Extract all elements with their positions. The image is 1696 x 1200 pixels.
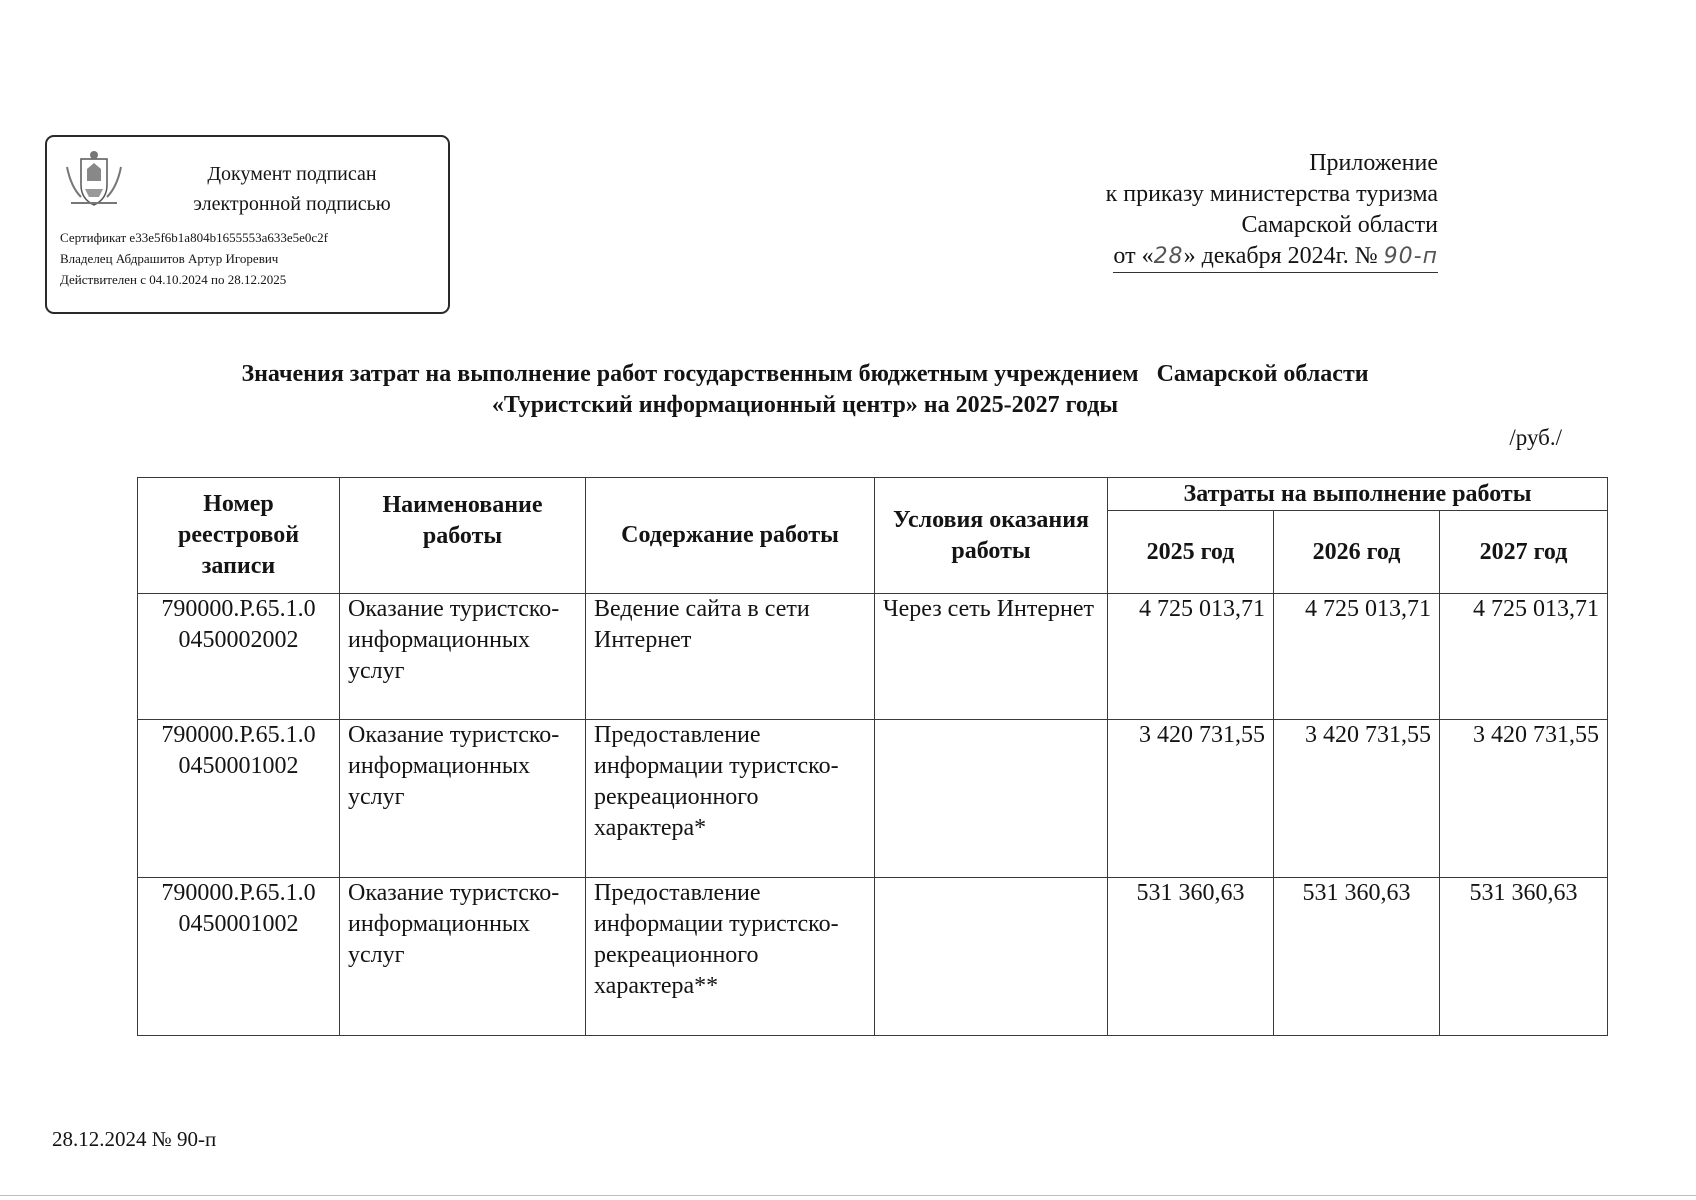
document-heading [110,359,1500,421]
header-work-name: Наименование работы [340,478,586,594]
annex-block [1106,148,1438,273]
header-year-2025: 2025 год [1108,511,1274,594]
annex-number-handwritten: 90-п [1383,244,1438,269]
cell-work-name: Оказание туристско-информационных услуг [340,878,586,1036]
stamp-certificate: Сертификат e33e5f6b1a804b1655553a633e5e0c2f [60,230,328,245]
header-work-content: Содержание работы [586,478,875,594]
costs-table [137,477,1608,1036]
cell-work-content: Ведение сайта в сети Интернет [586,594,875,720]
cell-cost-2025: 531 360,63 [1108,878,1274,1036]
cell-registry-number [138,594,340,720]
stamp-title-line2: электронной подписью [193,193,391,215]
coat-of-arms-icon [61,147,127,213]
cell-cost-2025: 4 725 013,71 [1108,594,1274,720]
cell-cost-2027: 3 420 731,55 [1440,720,1608,878]
annex-date-line [1113,241,1438,273]
cell-work-name: Оказание туристско-информационных услуг [340,720,586,878]
header-costs-group: Затраты на выполнение работы [1108,478,1608,511]
header-registry-number: Номер реестровой записи [138,478,340,594]
cell-work-content: Предоставление информации туристско-рекреационного характера** [586,878,875,1036]
annex-date-prefix: от « [1113,243,1154,269]
cell-cost-2026: 531 360,63 [1274,878,1440,1036]
page-bottom-rule [0,1195,1696,1196]
registry-code-line2: 0450001002 [178,911,299,937]
registry-code-line2: 0450001002 [178,753,299,779]
registry-code-line1: 790000.Р.65.1.0 [161,722,316,748]
cell-registry-number [138,878,340,1036]
cell-cost-2026: 4 725 013,71 [1274,594,1440,720]
cell-conditions [875,878,1108,1036]
stamp-meta [60,227,328,290]
footer-order-reference: 28.12.2024 № 90-п [52,1127,217,1151]
cell-cost-2027: 531 360,63 [1440,878,1608,1036]
cell-work-content: Предоставление информации туристско-рекреационного характера* [586,720,875,878]
heading-line2: «Туристский информационный центр» на 2025-2027 годы [491,392,1119,418]
annex-line3: Самарской области [1241,212,1438,238]
unit-label: /руб./ [1509,425,1562,450]
cell-conditions [875,720,1108,878]
annex-line2: к приказу министерства туризма [1105,181,1438,207]
annex-date-middle: » декабря 2024г. № [1183,243,1378,269]
annex-day-handwritten: 28 [1153,244,1184,269]
header-year-2027: 2027 год [1440,511,1608,594]
table-header-row [138,478,1608,511]
table-row [138,720,1608,878]
registry-code-line1: 790000.Р.65.1.0 [161,880,316,906]
registry-code-line2: 0450002002 [178,627,299,653]
stamp-title [157,159,427,219]
stamp-owner: Владелец Абдрашитов Артур Игоревич [60,251,279,266]
cell-work-name: Оказание туристско-информационных услуг [340,594,586,720]
cell-registry-number [138,720,340,878]
cell-cost-2025: 3 420 731,55 [1108,720,1274,878]
stamp-validity: Действителен с 04.10.2024 по 28.12.2025 [60,272,287,287]
annex-line1: Приложение [1309,150,1438,176]
cell-conditions: Через сеть Интернет [875,594,1108,720]
signature-stamp [45,135,450,314]
table-row [138,594,1608,720]
cell-cost-2026: 3 420 731,55 [1274,720,1440,878]
header-year-2026: 2026 год [1274,511,1440,594]
registry-code-line1: 790000.Р.65.1.0 [161,596,316,622]
header-conditions: Условия оказания работы [875,478,1108,594]
stamp-title-line1: Документ подписан [207,163,377,185]
heading-line1: Значения затрат на выполнение работ государственным бюджетным учреждением Самарской области [241,361,1369,387]
cell-cost-2027: 4 725 013,71 [1440,594,1608,720]
table-row [138,878,1608,1036]
